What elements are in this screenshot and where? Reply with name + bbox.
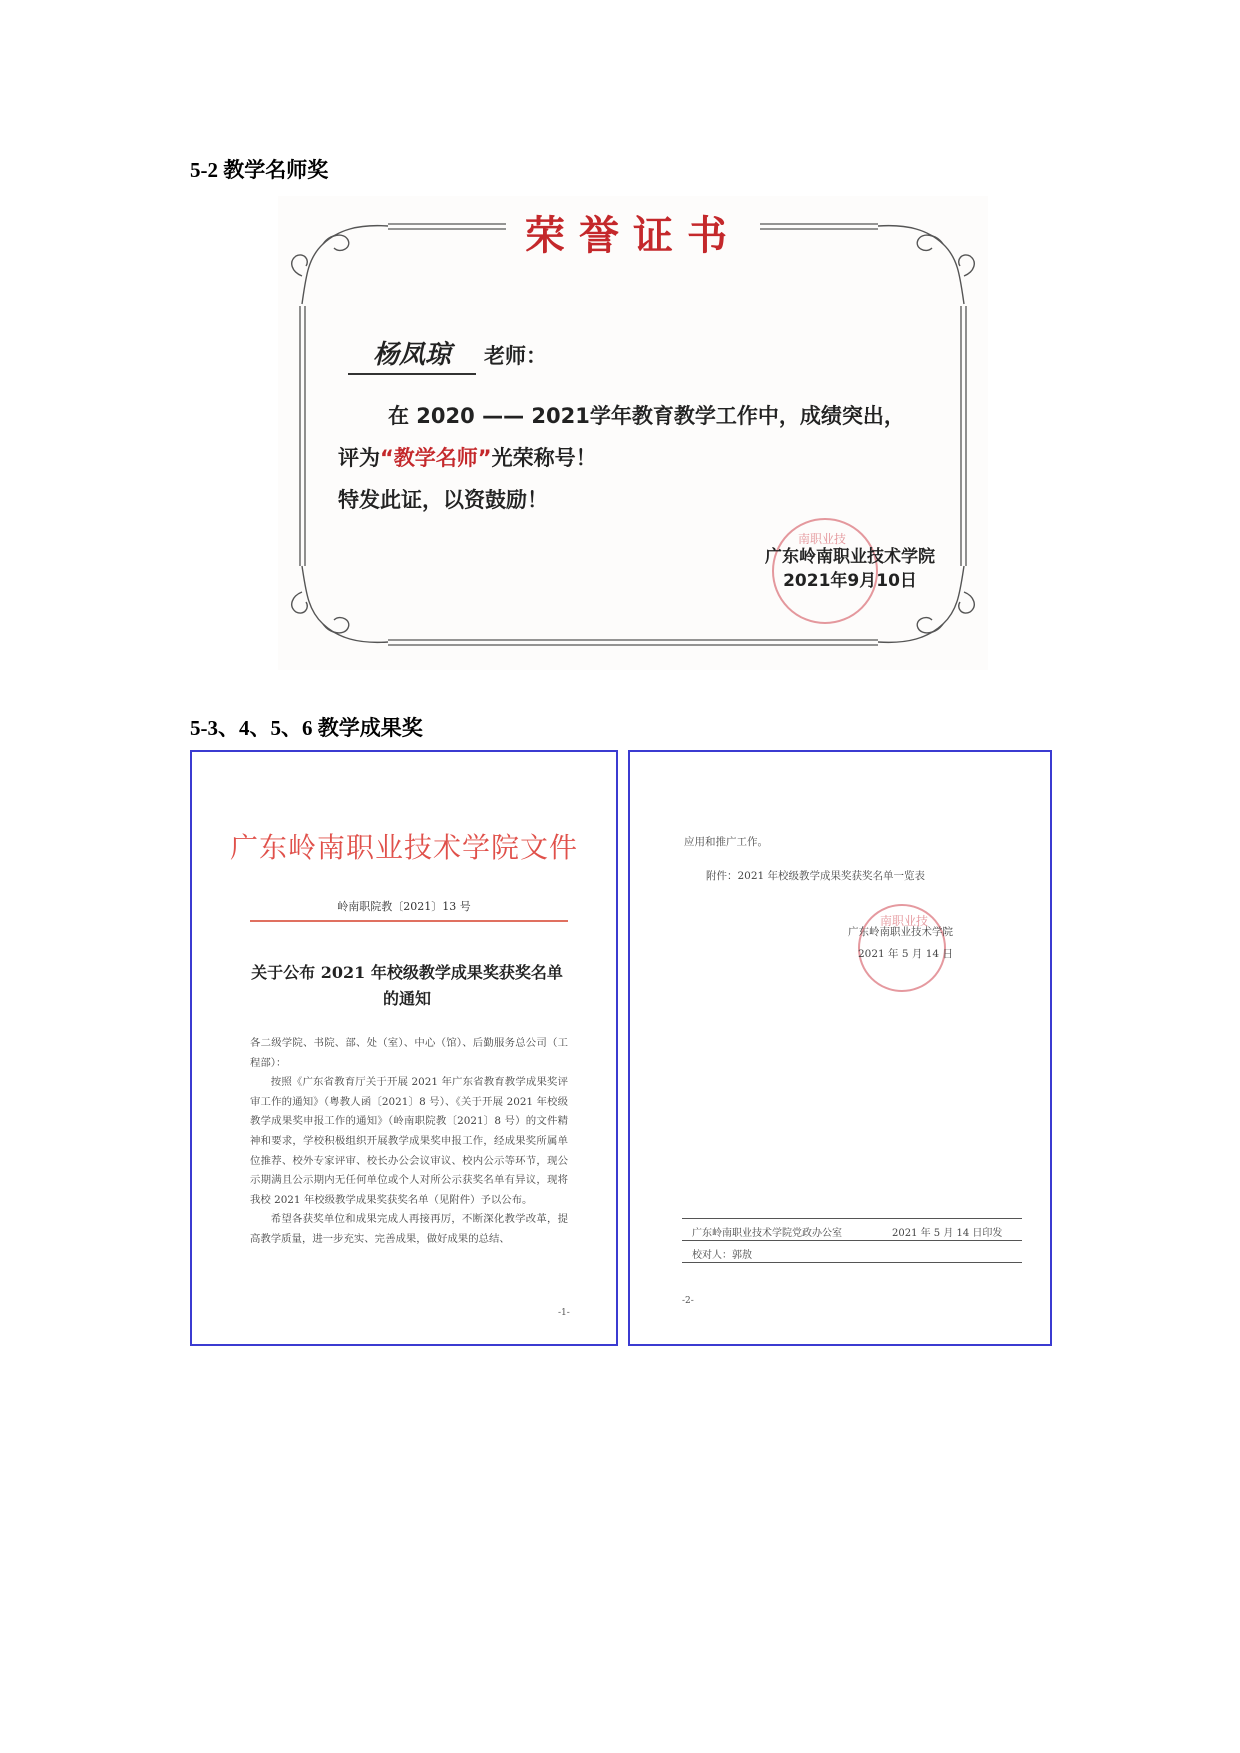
attachment-note: 附件：2021 年校级教学成果奖获奖名单一览表 [706, 870, 926, 882]
notice-document-page-1 [190, 750, 618, 1346]
section-heading-teaching-achievement: 5-3、4、5、6 教学成果奖 [190, 716, 423, 740]
document-body [250, 1034, 568, 1250]
proofreader: 校对人：郭敖 [692, 1250, 752, 1261]
certificate-date: 2021年9月10日 [783, 571, 917, 591]
certificate-border-frame [278, 196, 988, 670]
page2-line-1: 应用和推广工作。 [684, 836, 768, 848]
document-title [232, 960, 582, 1012]
document-letterhead: 广东岭南职业技术学院文件 [229, 831, 578, 864]
recipient-name: 杨凤琼 [348, 334, 476, 375]
footer-rule-bottom [682, 1262, 1022, 1263]
page-number: -1- [558, 1308, 570, 1318]
award-title-highlight: “教学名师” [380, 446, 492, 470]
page2-date: 2021 年 5 月 14 日 [858, 948, 953, 960]
notice-document-page-2 [628, 750, 1052, 1346]
section-heading-teaching-master: 5-2 教学名师奖 [190, 158, 329, 182]
certificate-line-3: 特发此证，以资鼓励！ [338, 488, 548, 512]
line2-suffix: 光荣称号！ [491, 446, 597, 470]
certificate-issuer: 广东岭南职业技术学院 [765, 547, 935, 567]
document-addressee: 各二级学院、书院、部、处（室）、中心（馆）、后勤服务总公司（工程部）： [250, 1037, 568, 1069]
footer-office: 广东岭南职业技术学院党政办公室 [692, 1228, 842, 1239]
footer-print-date: 2021 年 5 月 14 日印发 [892, 1228, 1003, 1239]
seal-text: 南职业技 [798, 532, 847, 546]
honor-certificate [278, 196, 988, 670]
footer-rule-middle [682, 1240, 1022, 1241]
document-number: 岭南职院教〔2021〕13 号 [337, 900, 471, 913]
line2-prefix: 评为 [338, 446, 380, 470]
document-paragraph-1: 按照《广东省教育厅关于开展 2021 年广东省教育教学成果奖评审工作的通知》（粤教人函〔2021〕8 号）、《关于开展 2021 年校级教学成果奖申报工作的通知》（岭南职院教〔2021〕8 号）的文件精神和要求，学校积极组织开展教学成果奖申报工作，经成果奖所属单位推荐、校外专家评审、校长办公会议审议、校内公示等环节，现公示期满且公示期内无任何单位或个人对所公示获奖名单有异议，现将我校 2021 年校级教学成果奖获奖名单（见附件）予以公布。 [250, 1076, 568, 1206]
letterhead-divider [250, 920, 568, 922]
seal-text: 南职业技 [880, 914, 929, 928]
document-title-line-2: 的通知 [382, 989, 431, 1008]
document-paragraph-2: 希望各获奖单位和成果完成人再接再厉，不断深化教学改革，提高教学质量，进一步充实、完善成果，做好成果的总结、 [250, 1213, 568, 1245]
certificate-line-2 [338, 442, 597, 472]
document-title-line-1: 关于公布 2021 年校级教学成果奖获奖名单 [251, 963, 563, 982]
page2-issuer: 广东岭南职业技术学院 [848, 926, 953, 938]
certificate-line-1: 在 2020 —— 2021学年教育教学工作中，成绩突出， [388, 404, 905, 428]
salutation: 老师： [484, 344, 547, 368]
footer-rule-top [682, 1218, 1022, 1219]
certificate-title: 荣誉证书 [525, 213, 741, 259]
page-number: -2- [682, 1296, 694, 1306]
